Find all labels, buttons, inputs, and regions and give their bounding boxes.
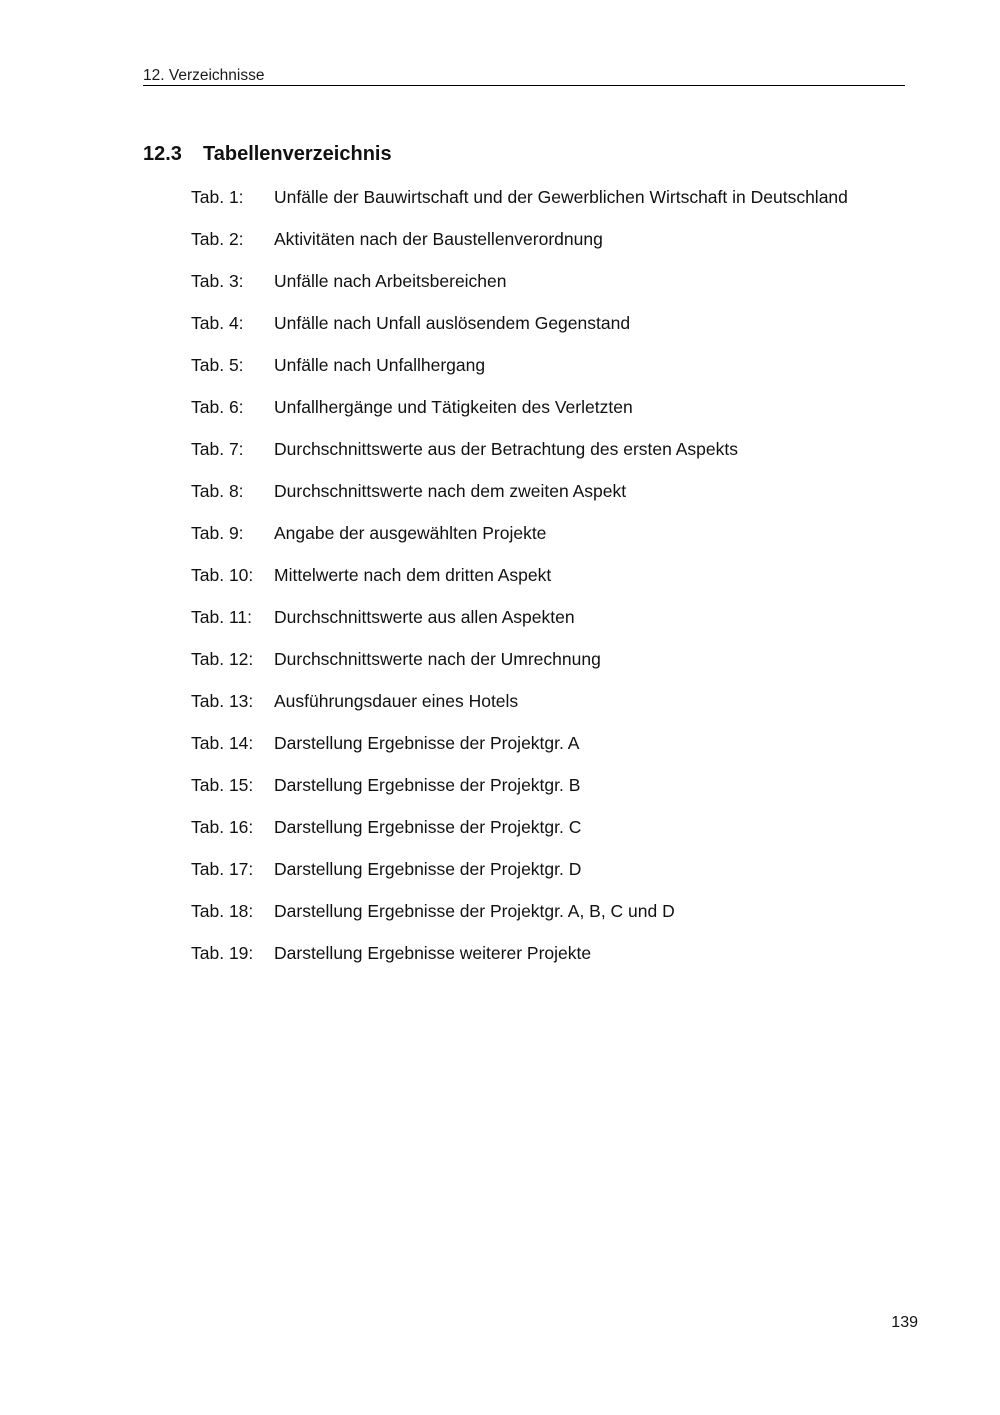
- table-entry-label: Tab. 15:: [191, 775, 254, 795]
- table-entry-title: Darstellung Ergebnisse der Projektgr. B: [274, 775, 581, 795]
- table-entry-title: Unfallhergänge und Tätigkeiten des Verletzten: [274, 397, 633, 417]
- table-entry-label: Tab. 7:: [191, 439, 244, 459]
- table-of-tables-list: [191, 184, 911, 982]
- table-entry-label: Tab. 4:: [191, 313, 244, 333]
- table-entry-label: Tab. 16:: [191, 817, 254, 837]
- table-entry: [191, 394, 911, 436]
- table-entry: [191, 604, 911, 646]
- table-entry-title: Darstellung Ergebnisse der Projektgr. A, B, C und D: [274, 901, 675, 921]
- table-entry: [191, 898, 911, 940]
- table-entry-label: Tab. 19:: [191, 943, 254, 963]
- table-entry: [191, 268, 911, 310]
- table-entry: [191, 226, 911, 268]
- table-entry-title: Mittelwerte nach dem dritten Aspekt: [274, 565, 552, 585]
- table-entry: [191, 856, 911, 898]
- table-entry-label: Tab. 1:: [191, 187, 244, 207]
- table-entry-title: Durchschnittswerte aus allen Aspekten: [274, 607, 575, 627]
- section-title: Tabellenverzeichnis: [203, 143, 392, 165]
- table-entry-label: Tab. 17:: [191, 859, 254, 879]
- table-entry-label: Tab. 3:: [191, 271, 244, 291]
- table-entry-label: Tab. 10:: [191, 565, 254, 585]
- table-entry-title: Unfälle nach Arbeitsbereichen: [274, 271, 507, 291]
- table-entry: [191, 478, 911, 520]
- table-entry-title: Unfälle der Bauwirtschaft und der Gewerblichen Wirtschaft in Deutschland: [274, 187, 848, 207]
- table-entry-title: Durchschnittswerte nach der Umrechnung: [274, 649, 601, 669]
- table-entry-title: Durchschnittswerte nach dem zweiten Aspekt: [274, 481, 627, 501]
- table-entry-title: Darstellung Ergebnisse der Projektgr. A: [274, 733, 580, 753]
- page-number: 139: [891, 1314, 918, 1331]
- table-entry-label: Tab. 11:: [191, 607, 252, 627]
- table-entry: [191, 520, 911, 562]
- table-entry-label: Tab. 14:: [191, 733, 254, 753]
- section-heading: [143, 141, 392, 167]
- table-entry-label: Tab. 12:: [191, 649, 254, 669]
- table-entry-label: Tab. 13:: [191, 691, 254, 711]
- table-entry-label: Tab. 9:: [191, 523, 244, 543]
- table-entry-title: Darstellung Ergebnisse weiterer Projekte: [274, 943, 592, 963]
- table-entry: [191, 814, 911, 856]
- table-entry-title: Unfälle nach Unfallhergang: [274, 355, 486, 375]
- table-entry: [191, 352, 911, 394]
- table-entry-label: Tab. 8:: [191, 481, 244, 501]
- table-entry: [191, 646, 911, 688]
- table-entry-title: Darstellung Ergebnisse der Projektgr. D: [274, 859, 582, 879]
- table-entry-title: Angabe der ausgewählten Projekte: [274, 523, 547, 543]
- table-entry: [191, 436, 911, 478]
- table-entry-title: Aktivitäten nach der Baustellenverordnung: [274, 229, 603, 249]
- table-entry-title: Unfälle nach Unfall auslösendem Gegenstand: [274, 313, 631, 333]
- table-entry-title: Darstellung Ergebnisse der Projektgr. C: [274, 817, 582, 837]
- table-entry: [191, 940, 911, 982]
- table-entry-title: Durchschnittswerte aus der Betrachtung des ersten Aspekts: [274, 439, 738, 459]
- running-header: 12. Verzeichnisse: [143, 66, 905, 86]
- table-entry-label: Tab. 5:: [191, 355, 244, 375]
- table-entry-label: Tab. 6:: [191, 397, 244, 417]
- table-entry: [191, 562, 911, 604]
- table-entry-title: Ausführungsdauer eines Hotels: [274, 691, 519, 711]
- table-entry: [191, 310, 911, 352]
- table-entry: [191, 184, 911, 226]
- table-entry: [191, 688, 911, 730]
- table-entry: [191, 730, 911, 772]
- section-number: 12.3: [143, 143, 182, 165]
- table-entry: [191, 772, 911, 814]
- table-entry-label: Tab. 2:: [191, 229, 244, 249]
- table-entry-label: Tab. 18:: [191, 901, 254, 921]
